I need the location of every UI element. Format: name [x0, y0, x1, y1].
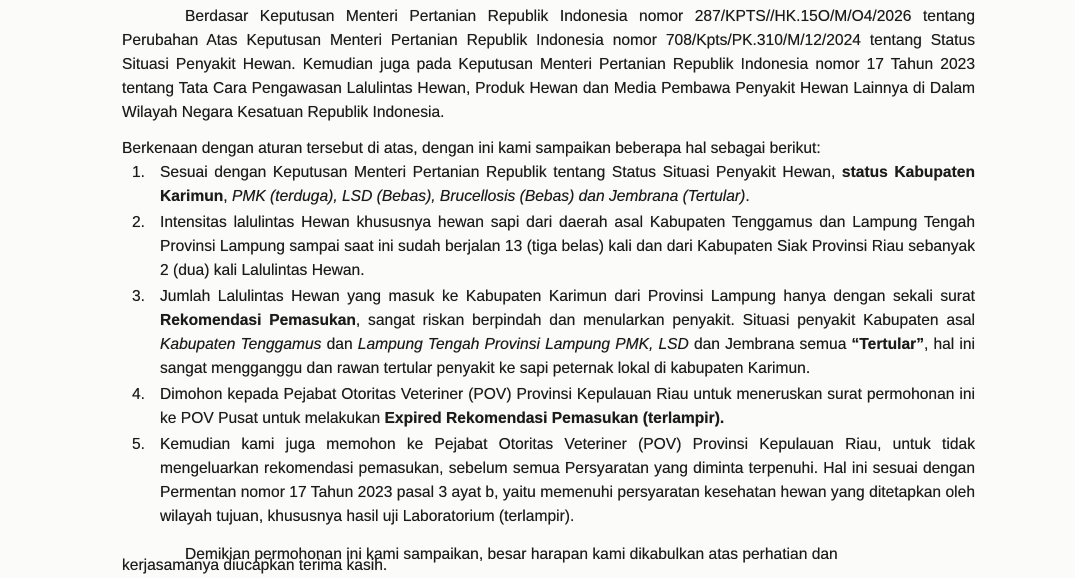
- intro-paragraph: Berdasar Keputusan Menteri Pertanian Republik Indonesia nomor 287/KPTS//HK.15O/M/O4/2026 tentang Perubahan Atas Keputusan Menteri Pertanian Republik Indonesia nomor 708/Kpts/PK.310/M/12/2024 tentang Status Situasi Penyakit Hewan. Kemudian juga pada Keputusan Menteri Pertanian Republik Indonesia nomor 17 Tahun 2023 tentang Tata Cara Pengawasan Lalulintas Hewan, Produk Hewan dan Media Pembawa Penyakit Hewan Lainnya di Dalam Wilayah Negara Kesatuan Republik Indonesia.: [122, 8, 975, 121]
- list-item: [122, 211, 975, 283]
- item-text: Kemudian kami juga memohon ke Pejabat Otoritas Veteriner (POV) Provinsi Kepulauan Riau, untuk tidak mengeluarkan rekomendasi pemasukan, sebelum semua Persyaratan yang diminta terpenuhi. Hal ini sesuai dengan Permentan nomor 17 Tahun 2023 pasal 3 ayat b, yaitu memenuhi persyaratan kesehatan hewan yang ditetapkan oleh wilayah tujuan, khususnya hasil uji Laboratorium (terlampir).: [160, 436, 975, 525]
- item-text: dan Jembrana semua: [688, 336, 852, 353]
- item-bold-text: “Tertular”: [851, 336, 924, 353]
- paragraph-gap: [122, 125, 975, 137]
- item-text: Dimohon kepada Pejabat Otoritas Veteriner (POV) Provinsi Kepulauan Riau untuk meneruskan surat permohonan ini ke POV Pusat untuk melakukan: [160, 386, 975, 427]
- list-item: [122, 285, 975, 381]
- item-italic-text: Lampung Tengah Provinsi Lampung PMK, LSD: [357, 336, 689, 353]
- closing-cutoff-line: kerjasamanya diucapkan terima kasih.: [122, 557, 388, 574]
- list-item: [122, 383, 975, 431]
- list-number: 3.: [132, 288, 146, 305]
- list-number: 5.: [132, 436, 146, 453]
- item-text: .: [745, 188, 750, 205]
- item-text: , sangat riskan berpindah dan menularkan penyakit. Situasi penyakit Kabupaten asal: [355, 312, 975, 329]
- list-number: 4.: [132, 386, 146, 403]
- item-text: Sesuai dengan Keputusan Menteri Pertanian Republik tentang Status Situasi Penyakit Hewan,: [160, 164, 842, 181]
- list-number: 2.: [132, 214, 146, 231]
- item-text: dan: [321, 336, 358, 353]
- item-text: Intensitas lalulintas Hewan khususnya hewan sapi dari daerah asal Kabupaten Tenggamus dan Lampung Tengah Provinsi Lampung sampai saat ini sudah berjalan 13 (tiga belas) kali dan dari Kabupaten Siak Provinsi Riau sebanyak 2 (dua) kali Lalulintas Hewan.: [160, 214, 975, 279]
- item-text: Jumlah Lalulintas Hewan yang masuk ke Kabupaten Karimun dari Provinsi Lampung hanya dengan sekali surat: [160, 288, 975, 305]
- closing-paragraph: Demikian permohonan ini kami sampaikan, besar harapan kami dikabulkan atas perhatian dan: [185, 546, 838, 563]
- item-italic-text: Kabupaten Tenggamus: [160, 336, 322, 353]
- item-italic-text: PMK (terduga), LSD (Bebas), Brucellosis (Bebas) dan Jembrana (Tertular): [231, 188, 746, 205]
- item-text: ,: [223, 188, 232, 205]
- list-item: [122, 433, 975, 529]
- points-list: [122, 161, 975, 529]
- item-text: , hal ini sangat mengganggu dan rawan tertular penyakit ke sapi peternak lokal di kabupaten Karimun.: [160, 336, 975, 377]
- item-bold-text: Expired Rekomendasi Pemasukan (terlampir).: [384, 410, 725, 427]
- list-item: [122, 161, 975, 209]
- list-lead-paragraph: Berkenaan dengan aturan tersebut di atas, dengan ini kami sampaikan beberapa hal sebagai berikut:: [122, 140, 821, 157]
- item-bold-text: Rekomendasi Pemasukan: [160, 312, 356, 329]
- item-bold-text: status Kabupaten Karimun: [160, 164, 975, 205]
- list-number: 1.: [132, 164, 146, 181]
